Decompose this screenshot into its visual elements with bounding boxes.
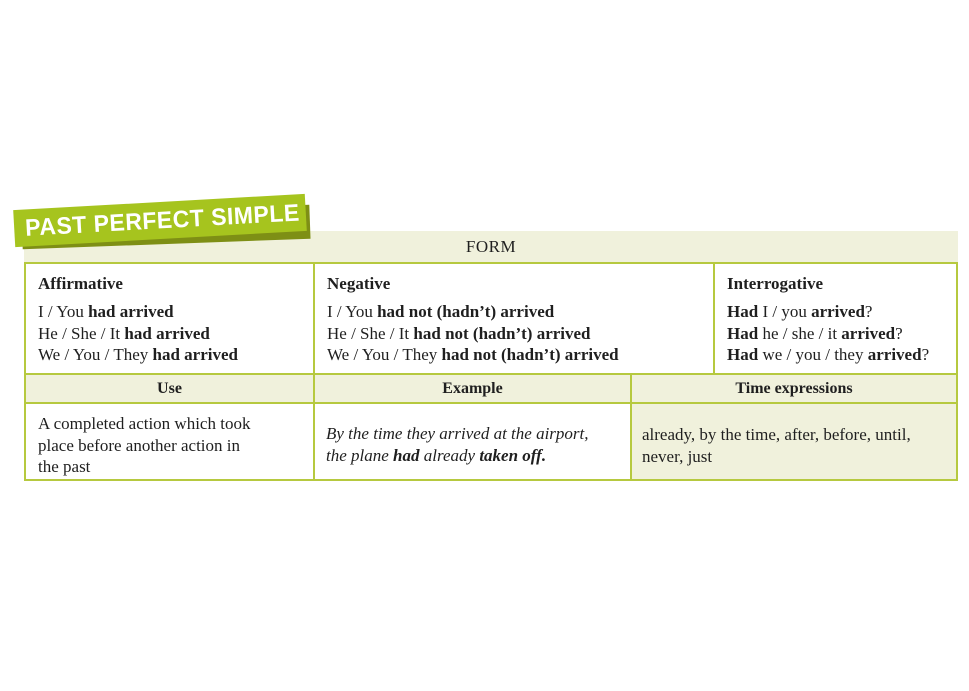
time-expressions-cell: already, by the time, after, before, until, never, just xyxy=(630,404,956,479)
interrogative-cell xyxy=(713,264,956,373)
interrogative-lines: Had I / you arrived? Had he / she / it arrived? Had we / you / they arrived? xyxy=(727,302,930,364)
form-header: FORM xyxy=(24,231,958,264)
use-cell: A completed action which took place before another action in the past xyxy=(38,414,251,476)
affirmative-lines: I / You had arrived He / She / It had arrived We / You / They had arrived xyxy=(38,302,238,364)
negative-label: Negative xyxy=(327,274,391,293)
usage-header-row xyxy=(24,375,958,404)
grammar-table xyxy=(24,231,958,481)
affirmative-label: Affirmative xyxy=(38,274,123,293)
example-header: Example xyxy=(313,375,630,402)
interrogative-label: Interrogative xyxy=(727,274,823,293)
lesson-title: PAST PERFECT SIMPLE xyxy=(24,198,301,242)
negative-cell xyxy=(313,264,713,373)
use-header: Use xyxy=(157,379,182,397)
affirmative-cell xyxy=(26,264,313,373)
negative-lines: I / You had not (hadn’t) arrived He / She / It had not (hadn’t) arrived We / You / They had not (hadn’t) arrived xyxy=(327,302,619,364)
example-cell: By the time they arrived at the airport, the plane had already taken off. xyxy=(313,404,630,479)
time-expressions-header: Time expressions xyxy=(630,375,956,402)
conjugation-row xyxy=(24,264,958,375)
usage-content-row xyxy=(24,404,958,481)
